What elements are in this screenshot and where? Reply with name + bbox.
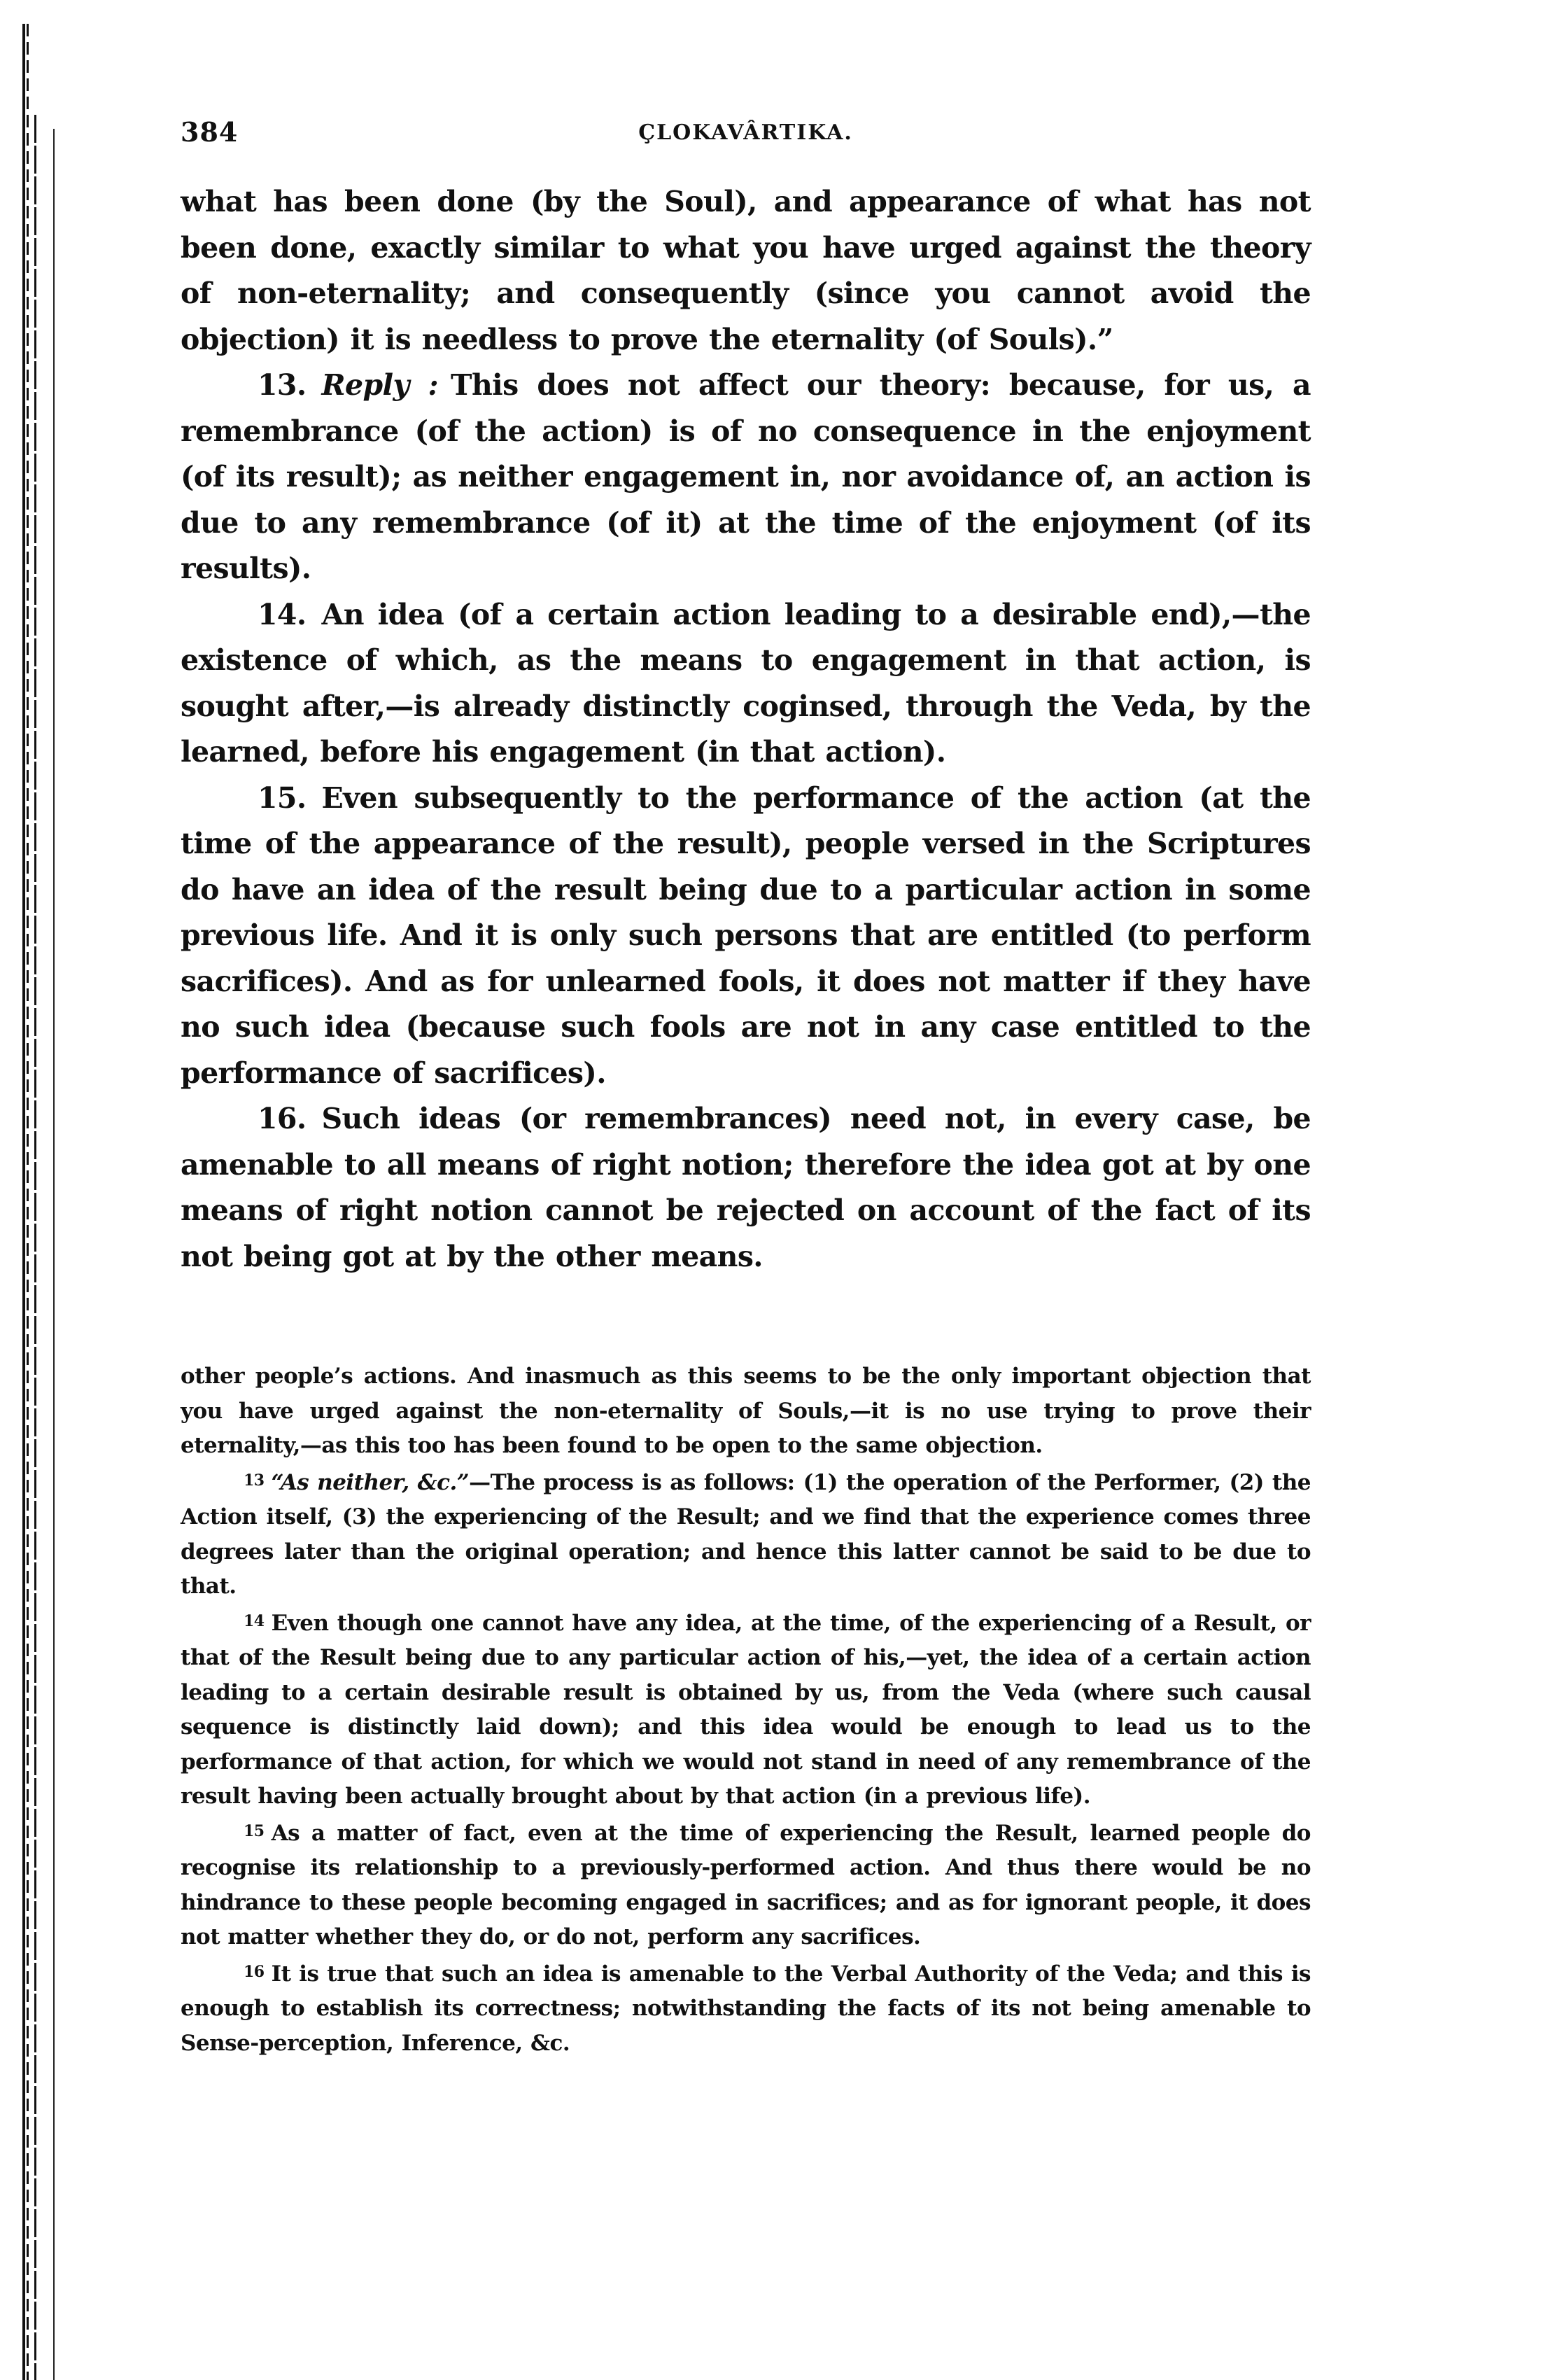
verse-13 [181, 363, 1311, 592]
footnote-13 [181, 1464, 1311, 1604]
footnote-text: As a matter of fact, even at the time of experiencing the Result, learned people do recognise its relationship to a previously-performed action. And thus there would be no hindrance to these people becoming engaged in sacrifices; and as for ignorant people, it does not matter whether they do, or do not, perform any sacrifices. [181, 1820, 1311, 1949]
scan-binding-edge [22, 24, 57, 2380]
verse-text: Such ideas (or remembrances) need not, in every case, be amenable to all means of right notion; therefore the idea got at by one means of right notion cannot be rejected on account of the fact of its not being got at by the other means. [181, 1102, 1311, 1273]
verse-15 [181, 776, 1311, 1097]
footnote-number: 15 [244, 1821, 265, 1840]
book-page [181, 112, 1311, 2061]
verse-number: 15. [258, 780, 307, 815]
verse-14 [181, 592, 1311, 776]
footnote-16 [181, 1955, 1311, 2062]
footnote-number: 16 [244, 1962, 265, 1981]
page-number: 384 [181, 116, 239, 148]
paragraph-continuation [181, 179, 1311, 363]
main-text [181, 179, 1311, 1280]
footnote-number: 14 [244, 1611, 265, 1630]
footnote-text: Even though one cannot have any idea, at the time, of the experiencing of a Result, or that of the Result being due to any particular action of his,—yet, the idea of a certain action leading to a certain desirable result is obtained by us, from the Veda (where such causal sequence is distinctly laid down); and this idea would be enough to lead us to the performance of that action, for which we would not stand in need of any remembrance of the result having been actually brought about by that action (in a previous life). [181, 1610, 1311, 1809]
footnote-quote: “As neither, &c.” [271, 1469, 470, 1495]
running-head [181, 112, 1311, 154]
running-title: ÇLOKAVÂRTIKA. [638, 120, 853, 145]
binding-line [27, 24, 29, 2380]
verse-text: This does not affect our theory: because, for us, a remembrance (of the action) is of no consequence in the enjoyment (of its result); as neither engagement in, nor avoidance of, an action is due to any remembrance (of it) at the time of the enjoyment (of its results). [181, 368, 1311, 585]
footnote-15 [181, 1814, 1311, 1955]
verse-text: Even subsequently to the performance of the action (at the time of the appearance of the result), people versed in the Scriptures do have an idea of the result being due to a particular action in some previous life. And it is only such persons that are entitled (to perform sacrifices). And as for unlearned fools, it does not matter if they have no such idea (because such fools are not in any case entitled to the performance of sacrifices). [181, 780, 1311, 1090]
binding-line [34, 115, 36, 2380]
verse-number: 13. [258, 368, 307, 402]
footnote-continuation [181, 1359, 1311, 1464]
footnote-14 [181, 1604, 1311, 1814]
reply-label: Reply : [321, 368, 439, 402]
footnote-text: —The process is as follows: (1) the operation of the Performer, (2) the Action itself, (3) the experiencing of the Result; and we find that the experience comes three degrees later than the original operation; and hence this latter cannot be said to be due to that. [181, 1469, 1311, 1599]
footnote-text: It is true that such an idea is amenable to the Verbal Authority of the Veda; and this is enough to establish its correctness; notwithstanding the facts of its not being amenable to Sense-perception, Inference, &c. [181, 1961, 1311, 2056]
verse-number: 16. [258, 1102, 307, 1135]
verse-number: 14. [258, 597, 307, 631]
footnote-text: other people’s actions. And inasmuch as this seems to be the only important objection that you have urged against the non-eternality of Souls,—it is no use trying to prove their eternality,—as this too has been found to be open to the same objection. [181, 1364, 1311, 1458]
binding-line [53, 129, 55, 2380]
verse-16 [181, 1096, 1311, 1280]
binding-line [22, 24, 25, 2380]
verse-text: An idea (of a certain action leading to a desirable end),—the existence of which, as the means to engagement in that action, is sought after,—is already distinctly coginsed, through the Veda, by the learned, before his engagement (in that action). [181, 597, 1311, 769]
footnotes [181, 1359, 1311, 2061]
paragraph-text: what has been done (by the Soul), and appearance of what has not been done, exactly similar to what you have urged against the theory of non-eternality; and consequently (since you cannot avoid the objection) it is needless to prove the eternality (of Souls).” [181, 185, 1311, 356]
footnote-number: 13 [244, 1471, 265, 1490]
